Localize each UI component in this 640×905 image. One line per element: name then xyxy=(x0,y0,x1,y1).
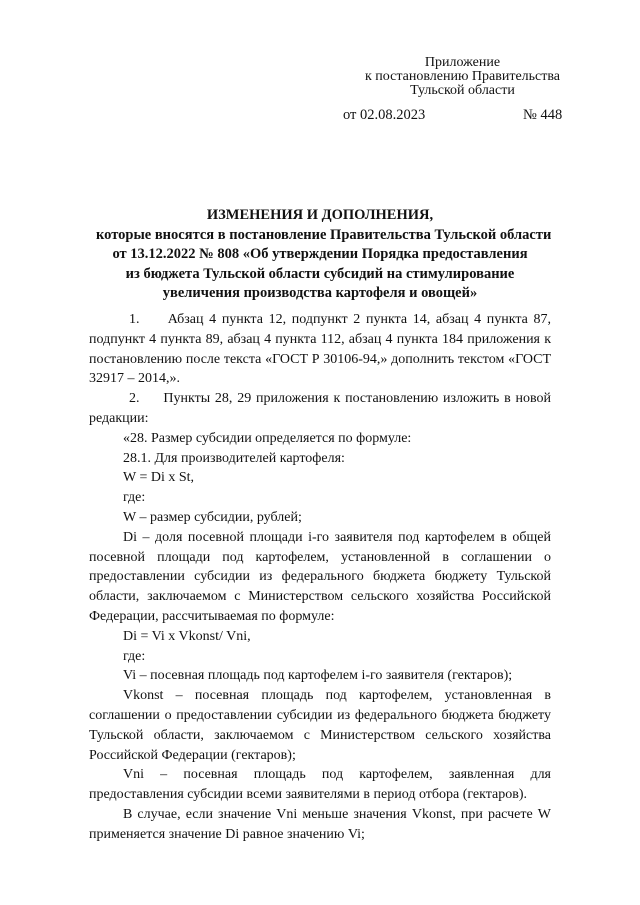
annex-block xyxy=(340,56,585,98)
where-label: где: xyxy=(123,490,146,506)
paragraph-4: 28.1. Для производителей картофеля: xyxy=(123,450,345,466)
title-line: которые вносятся в постановление Правительства Тульской области xyxy=(96,226,552,243)
title-line: от 13.12.2022 № 808 «Об утверждении Порядка предоставления xyxy=(112,246,528,262)
annex-line: Приложение xyxy=(424,55,501,70)
annex-line: Тульской области xyxy=(410,83,515,98)
paragraph-vi-def: Vi – посевная площадь под картофелем i-го заявителя (гектаров); xyxy=(123,668,513,684)
paragraph-vkonst-def: Vkonst – посевная площадь под картофелем, установленная в соглашении о предоставлении субсидии из федерального бюджета бюджету Тульской области, заключаемом с Министерством сельского хозяйства Российской Федерации (гектаров); xyxy=(89,688,551,763)
title-line: из бюджета Тульской области субсидий на стимулирование xyxy=(125,265,515,282)
title-line: увеличения производства картофеля и овощей» xyxy=(162,285,478,301)
paragraph-3: «28. Размер субсидии определяется по формуле: xyxy=(123,430,412,446)
paragraph-di-def: Di – доля посевной площади i-го заявителя под картофелем в общей посевной площади под картофелем, установленной в соглашении о предоставлении субсидии из федерального бюджета бюджету Тульской области, заключаемом с Министерством сельского хозяйства Российской Федерации, рассчитываемая по формуле: xyxy=(89,529,551,624)
title-line: ИЗМЕНЕНИЯ И ДОПОЛНЕНИЯ, xyxy=(206,207,434,223)
where-label: где: xyxy=(123,648,146,664)
paragraph-vni-def: Vni – посевная площадь под картофелем, заявленная для предоставления субсидии всеми заявителями в период отбора (гектаров). xyxy=(89,767,551,803)
document-title xyxy=(96,206,552,304)
paragraph-case: В случае, если значение Vni меньше значения Vkonst, при расчете W применяется значение Di равное значению Vi; xyxy=(89,806,551,842)
resolution-date: от 02.08.2023 xyxy=(343,107,426,123)
resolution-number: № 448 xyxy=(523,107,563,123)
annex-line: к постановлению Правительства xyxy=(364,69,561,84)
paragraph-w-def: W – размер субсидии, рублей; xyxy=(123,509,302,525)
paragraph-2: 2. Пункты 28, 29 приложения к постановлению изложить в новой редакции: xyxy=(89,391,551,426)
formula-w: W = Di x St, xyxy=(123,470,195,486)
formula-di: Di = Vi x Vkonst/ Vni, xyxy=(123,628,251,644)
paragraph-1: 1. Абзац 4 пункта 12, подпункт 2 пункта 14, абзац 4 пункта 87, подпункт 4 пункта 89, абзац 4 пункта 112, абзац 4 пункта 184 приложения к постановлению после текста «ГОСТ Р 30106-94,» дополнить текстом «ГОСТ 32917 – 2014,». xyxy=(89,312,551,387)
document-body xyxy=(89,310,551,845)
